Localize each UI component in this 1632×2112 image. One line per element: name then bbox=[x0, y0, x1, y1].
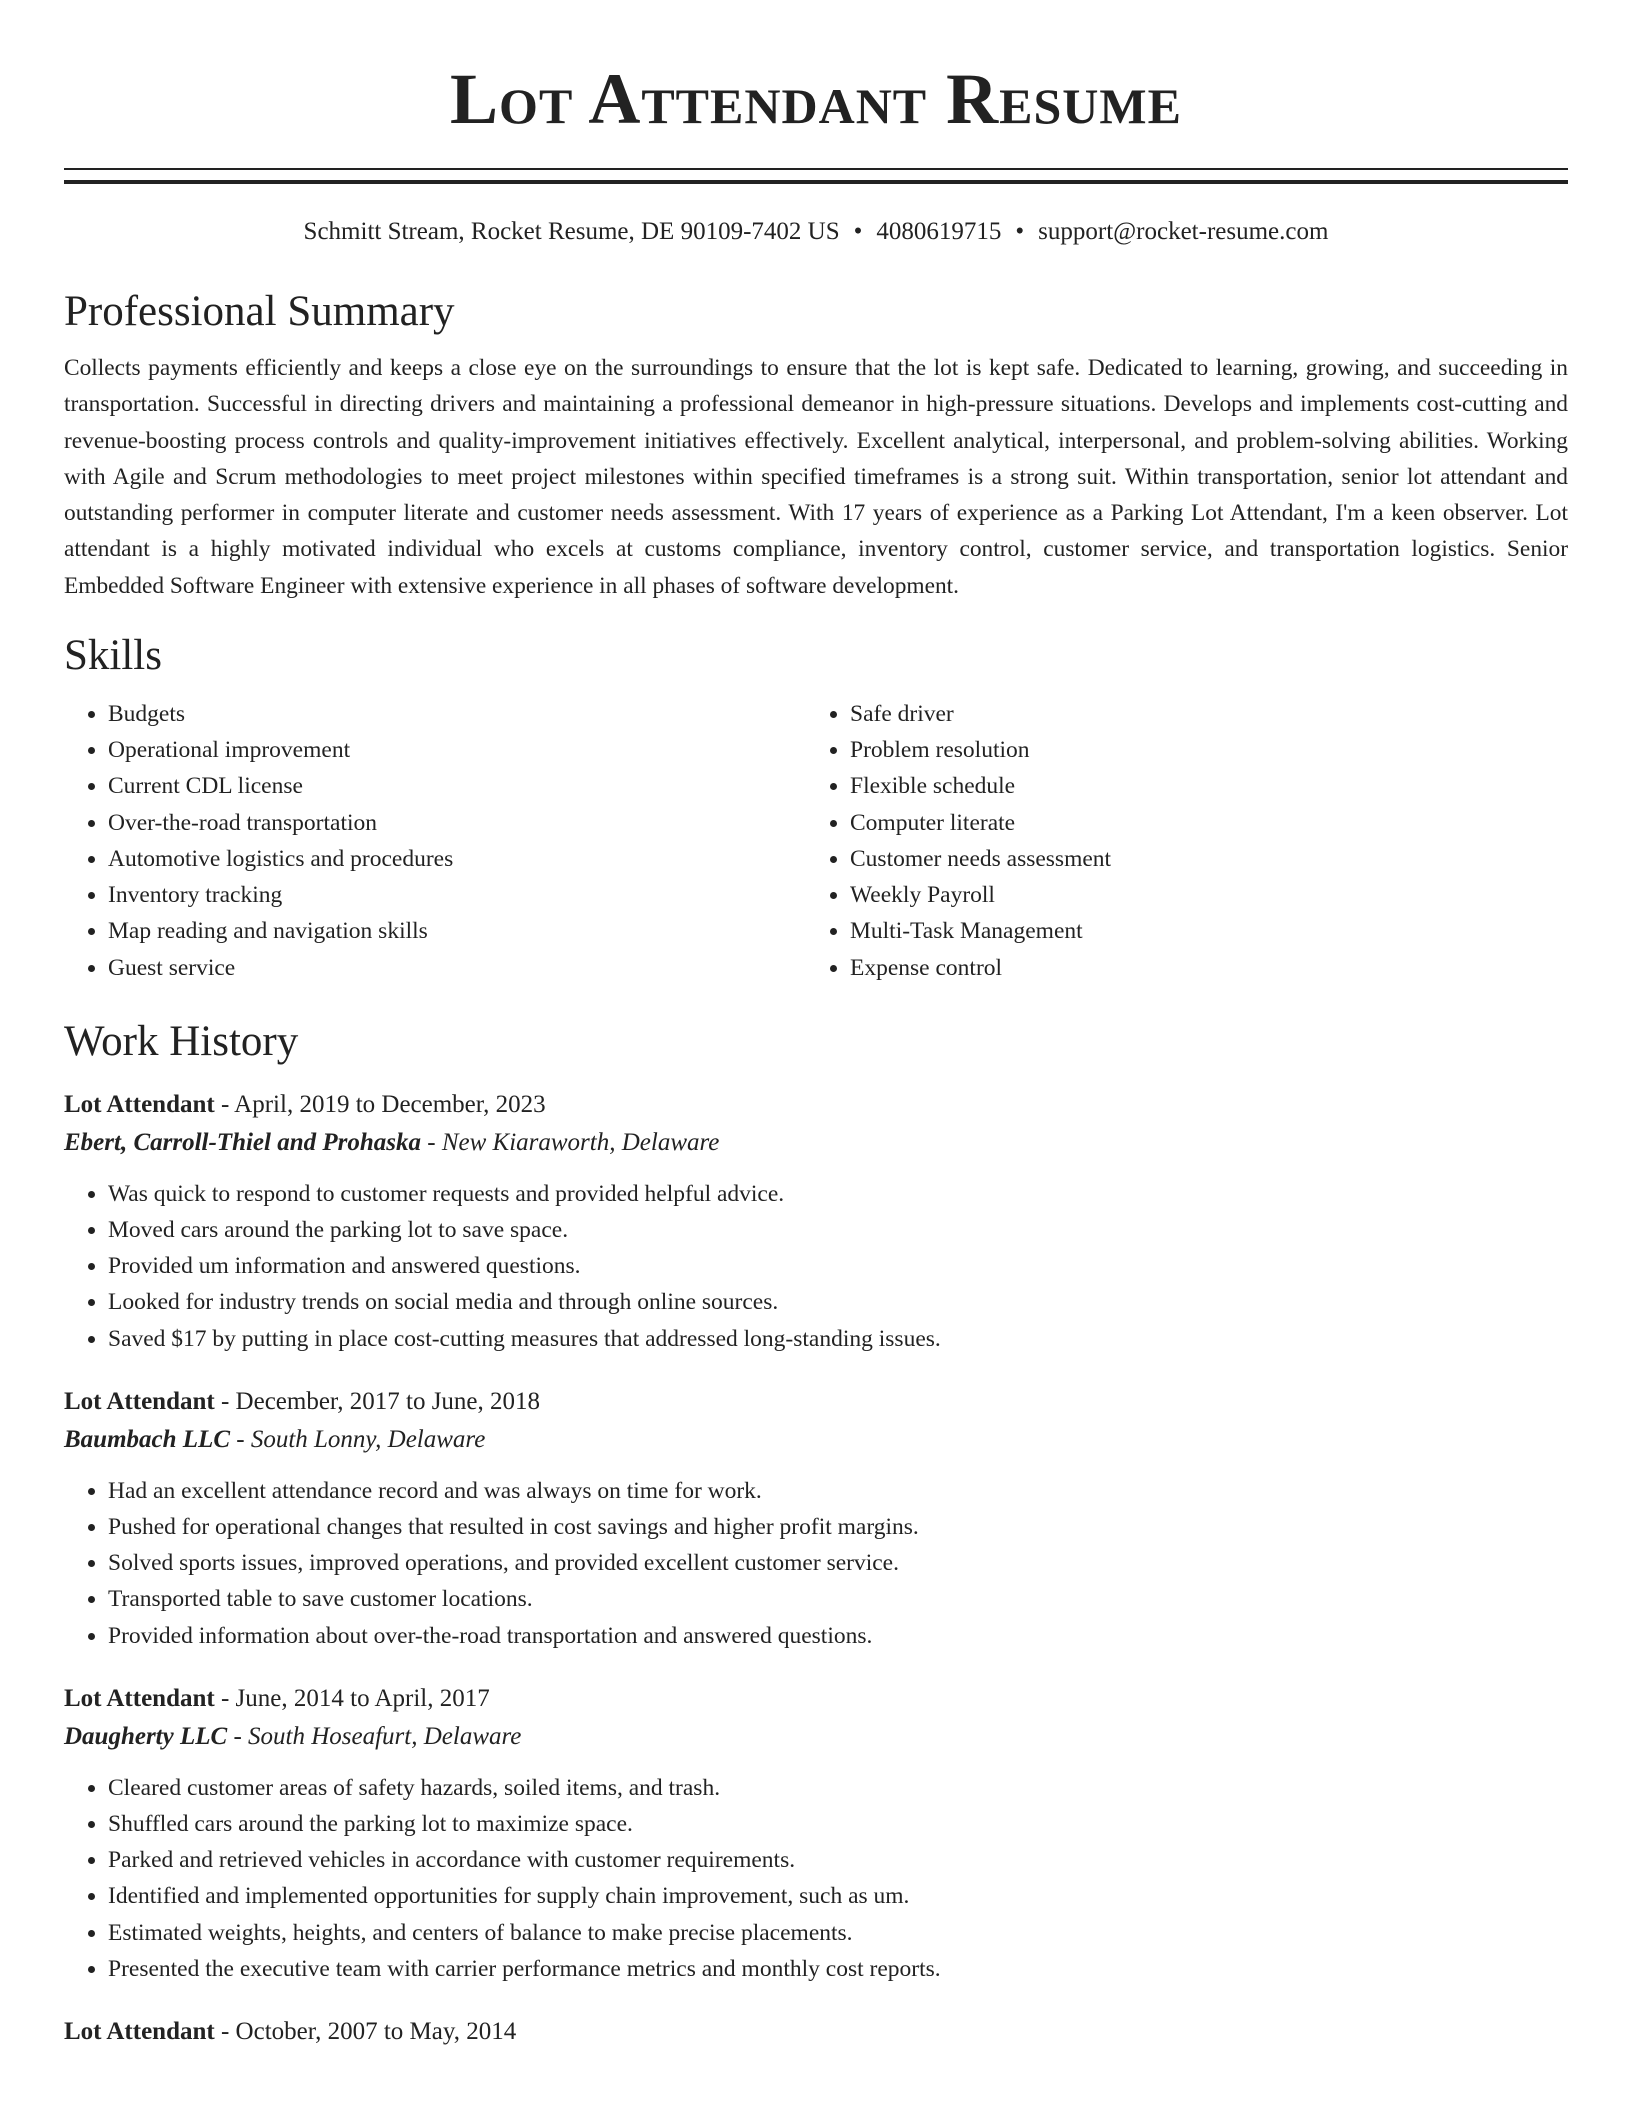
job-title: Lot Attendant bbox=[64, 1090, 215, 1118]
job-entry bbox=[64, 1086, 1568, 1357]
skill-item: • Operational improvement bbox=[108, 732, 806, 768]
job-bullet: • Provided information about over-the-road transportation and answered questions. bbox=[108, 1618, 1568, 1654]
contact-separator: • bbox=[853, 218, 863, 245]
job-bullet: • Provided um information and answered questions. bbox=[108, 1248, 1568, 1284]
job-dates: December, 2017 to June, 2018 bbox=[235, 1387, 541, 1415]
skill-item: • Flexible schedule bbox=[850, 768, 1568, 804]
skill-item: • Inventory tracking bbox=[108, 877, 806, 913]
skills-columns bbox=[64, 696, 1568, 986]
dash: - bbox=[220, 2017, 230, 2045]
job-dates: April, 2019 to December, 2023 bbox=[234, 1090, 546, 1118]
job-bullet: • Estimated weights, heights, and centers of balance to make precise placements. bbox=[108, 1915, 1568, 1951]
job-bullet: • Had an excellent attendance record and was always on time for work. bbox=[108, 1473, 1568, 1509]
skill-item: • Current CDL license bbox=[108, 768, 806, 804]
job-bullets bbox=[64, 1473, 1568, 1654]
summary-text: Collects payments efficiently and keeps a close eye on the surroundings to ensure that the lot is kept safe. Dedicated to learning, growing, and succeeding in transportation. Successful in directing drivers and maintaining a professional demeanor in high-pressure situations. Develops and implements cost-cutting and revenue-boosting process controls and quality-improvement initiatives effectively. Excellent analytical, interpersonal, and problem-solving abilities. Working with Agile and Scrum methodologies to meet project milestones within specified timeframes is a strong suit. Within transportation, senior lot attendant and outstanding performer in computer literate and customer needs assessment. With 17 years of experience as a Parking Lot Attendant, I'm a keen observer. Lot attendant is a highly motivated individual who excels at customs compliance, inventory control, customer service, and transportation logistics. Senior Embedded Software Engineer with extensive experience in all phases of software development. bbox=[64, 355, 1568, 599]
job-bullets bbox=[64, 1770, 1568, 1987]
job-bullet: • Solved sports issues, improved operations, and provided excellent customer service. bbox=[108, 1545, 1568, 1581]
skill-item: • Map reading and navigation skills bbox=[108, 913, 806, 949]
company-name: Daugherty LLC bbox=[64, 1722, 228, 1750]
dash: - bbox=[427, 1128, 436, 1156]
job-bullet: • Shuffled cars around the parking lot to maximize space. bbox=[108, 1806, 1568, 1842]
job-title: Lot Attendant bbox=[64, 1387, 215, 1415]
page-title: Lot Attendant Resume bbox=[450, 59, 1182, 139]
skill-item: • Safe driver bbox=[850, 696, 1568, 732]
skill-item: • Multi-Task Management bbox=[850, 913, 1568, 949]
skill-item: • Over-the-road transportation bbox=[108, 805, 806, 841]
company-line bbox=[64, 1421, 1568, 1459]
job-bullet: • Transported table to save customer locations. bbox=[108, 1581, 1568, 1617]
job-bullet: • Saved $17 by putting in place cost-cutting measures that addressed long-standing issues. bbox=[108, 1321, 1568, 1357]
job-title-line bbox=[64, 1680, 1568, 1718]
job-bullet: • Presented the executive team with carrier performance metrics and monthly cost reports. bbox=[108, 1951, 1568, 1987]
job-bullet: • Moved cars around the parking lot to save space. bbox=[108, 1212, 1568, 1248]
job-bullet: • Cleared customer areas of safety hazards, soiled items, and trash. bbox=[108, 1770, 1568, 1806]
contact-phone: 4080619715 bbox=[876, 218, 1002, 245]
company-name: Baumbach LLC bbox=[64, 1425, 230, 1453]
contact-separator: • bbox=[1015, 218, 1025, 245]
company-location: South Lonny, Delaware bbox=[250, 1425, 486, 1453]
job-dates: October, 2007 to May, 2014 bbox=[235, 2017, 517, 2045]
company-line bbox=[64, 1124, 1568, 1162]
dash: - bbox=[233, 1722, 242, 1750]
job-bullet: • Pushed for operational changes that resulted in cost savings and higher profit margins. bbox=[108, 1509, 1568, 1545]
job-entry bbox=[64, 1680, 1568, 1987]
job-title: Lot Attendant bbox=[64, 1684, 215, 1712]
job-title-line bbox=[64, 1086, 1568, 1124]
job-bullet: • Identified and implemented opportunities for supply chain improvement, such as um. bbox=[108, 1878, 1568, 1914]
summary-heading: Professional Summary bbox=[64, 288, 455, 335]
skill-item: • Guest service bbox=[108, 950, 806, 986]
skill-item: • Weekly Payroll bbox=[850, 877, 1568, 913]
job-bullet: • Looked for industry trends on social media and through online sources. bbox=[108, 1284, 1568, 1320]
skills-heading: Skills bbox=[64, 632, 162, 680]
skill-item: • Budgets bbox=[108, 696, 806, 732]
job-dates: June, 2014 to April, 2017 bbox=[235, 1684, 490, 1712]
job-entry bbox=[64, 2013, 1568, 2051]
company-name: Ebert, Carroll-Thiel and Prohaska bbox=[64, 1128, 421, 1156]
dash: - bbox=[220, 1684, 230, 1712]
company-location: New Kiaraworth, Delaware bbox=[441, 1128, 720, 1156]
contact-address: Schmitt Stream, Rocket Resume, DE 90109-7402 US bbox=[303, 218, 840, 245]
skill-item: • Computer literate bbox=[850, 805, 1568, 841]
job-title: Lot Attendant bbox=[64, 2017, 215, 2045]
job-bullet: • Was quick to respond to customer requests and provided helpful advice. bbox=[108, 1176, 1568, 1212]
work-history-heading: Work History bbox=[64, 1017, 299, 1065]
title-divider bbox=[64, 168, 1568, 184]
job-entry bbox=[64, 1383, 1568, 1654]
job-bullet: • Parked and retrieved vehicles in accordance with customer requirements. bbox=[108, 1842, 1568, 1878]
resume-page bbox=[64, 0, 1568, 2051]
skill-item: • Automotive logistics and procedures bbox=[108, 841, 806, 877]
contact-email: support@rocket-resume.com bbox=[1038, 218, 1329, 245]
skill-item: • Problem resolution bbox=[850, 732, 1568, 768]
job-bullets bbox=[64, 1176, 1568, 1357]
dash: - bbox=[220, 1387, 230, 1415]
dash: - bbox=[236, 1425, 245, 1453]
company-line bbox=[64, 1718, 1568, 1756]
skills-list-left bbox=[64, 696, 806, 986]
job-title-line bbox=[64, 1383, 1568, 1421]
company-location: South Hoseafurt, Delaware bbox=[248, 1722, 522, 1750]
skill-item: • Customer needs assessment bbox=[850, 841, 1568, 877]
contact-info bbox=[64, 216, 1568, 248]
job-title-line bbox=[64, 2013, 1568, 2051]
dash: - bbox=[220, 1090, 230, 1118]
skill-item: • Expense control bbox=[850, 950, 1568, 986]
skills-list-right bbox=[806, 696, 1568, 986]
